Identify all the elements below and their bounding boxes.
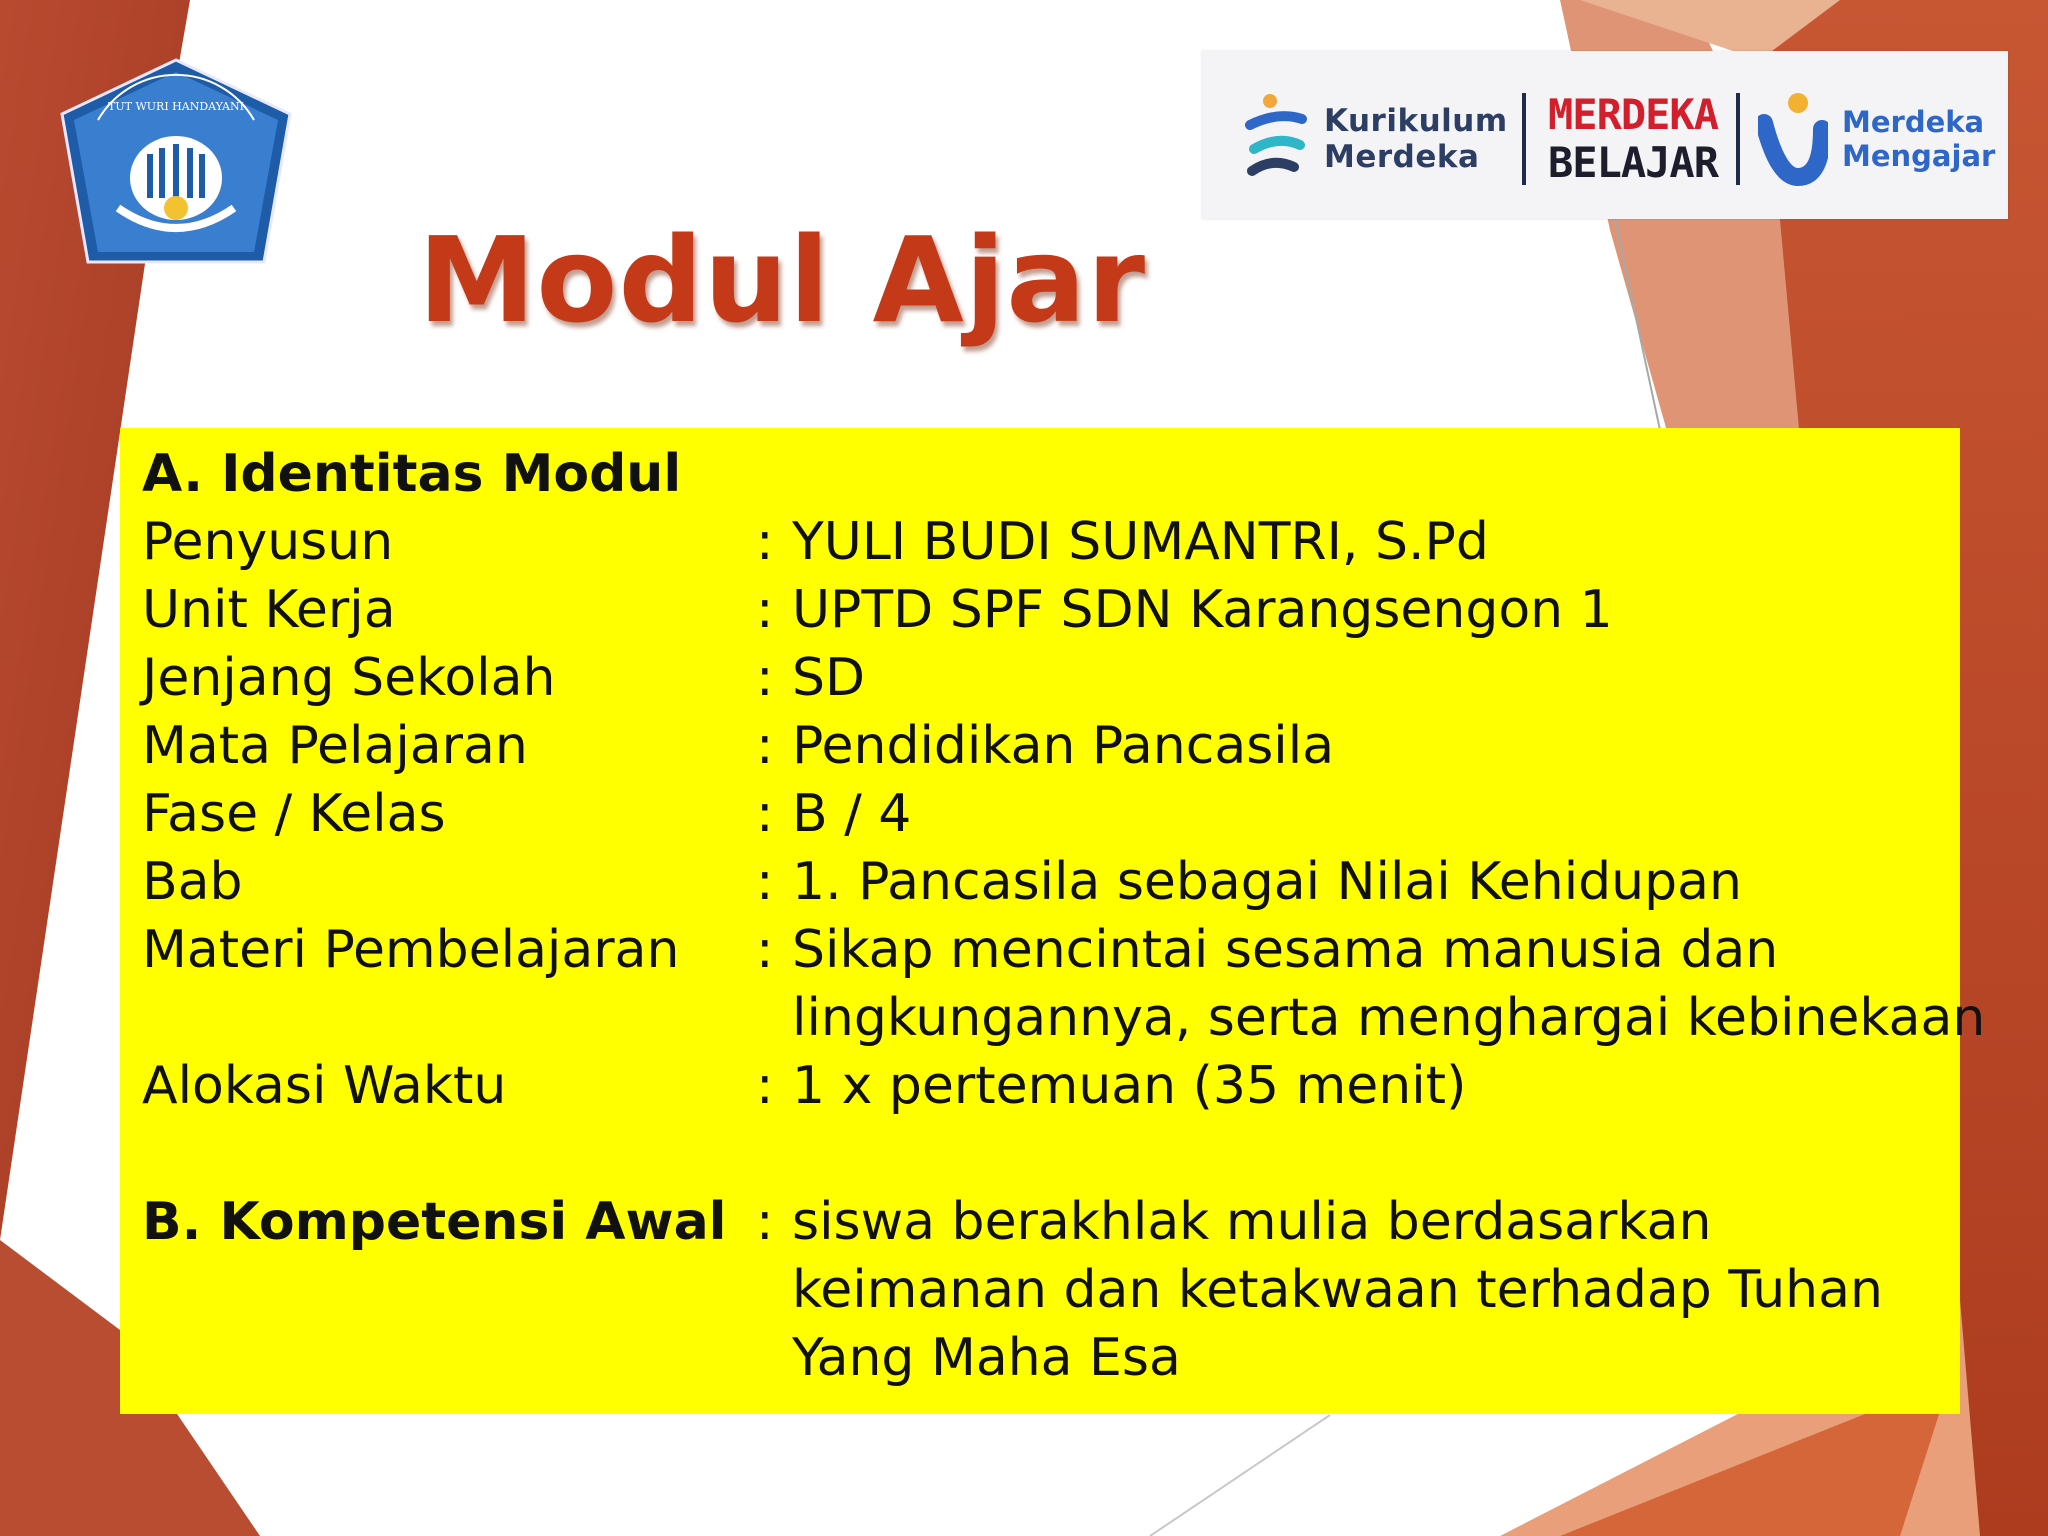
merdeka-mengajar-logo-text	[1842, 105, 1995, 173]
kurikulum-line: Kurikulum	[1324, 103, 1508, 139]
row-value: 1. Pancasila sebagai Nilai Kehidupan	[792, 852, 1742, 912]
tut-wuri-handayani-emblem-icon	[58, 58, 294, 264]
merdeka-line: Merdeka	[1842, 105, 1985, 139]
kurikulum-merdeka-logo-icon	[1242, 91, 1312, 181]
row-value: Pendidikan Pancasila	[792, 716, 1335, 776]
row-value: YULI BUDI SUMANTRI, S.Pd	[792, 512, 1489, 572]
row-label: Fase / Kelas	[142, 784, 446, 844]
row-colon: :	[756, 852, 774, 912]
row-label: Alokasi Waktu	[142, 1056, 507, 1116]
row-label: Materi Pembelajaran	[142, 920, 680, 980]
row-colon: :	[756, 580, 774, 640]
banner-divider	[1736, 93, 1740, 185]
thin-gray-line-bottom	[1150, 1415, 1330, 1536]
row-colon: :	[756, 512, 774, 572]
section-b-heading: B. Kompetensi Awal	[142, 1192, 727, 1252]
mengajar-line: Mengajar	[1842, 139, 1996, 173]
row-colon: :	[756, 1056, 774, 1116]
row-colon: :	[756, 1192, 774, 1252]
row-value: B / 4	[792, 784, 912, 844]
belajar-word: BELAJAR	[1548, 138, 1719, 187]
row-label: Jenjang Sekolah	[142, 648, 556, 708]
kompetensi-line: siswa berakhlak mulia berdasarkan	[792, 1192, 1712, 1252]
row-label: Bab	[142, 852, 243, 912]
merdeka-word: MERDEKA	[1548, 90, 1719, 139]
kurikulum-merdeka-logo-text	[1324, 103, 1508, 175]
row-label: Unit Kerja	[142, 580, 396, 640]
row-colon: :	[756, 648, 774, 708]
row-value: SD	[792, 648, 866, 708]
svg-text:TUT WURI HANDAYANI: TUT WURI HANDAYANI	[108, 100, 244, 113]
row-label: Mata Pelajaran	[142, 716, 528, 776]
merdeka-mengajar-logo-icon	[1758, 89, 1828, 189]
row-label: Penyusun	[142, 512, 394, 572]
merdeka-line: Merdeka	[1324, 139, 1480, 175]
merdeka-belajar-logo-text	[1548, 91, 1718, 187]
kompetensi-line: keimanan dan ketakwaan terhadap Tuhan	[792, 1260, 1883, 1320]
row-colon: :	[756, 784, 774, 844]
row-value: 1 x pertemuan (35 menit)	[792, 1056, 1467, 1116]
kompetensi-line: Yang Maha Esa	[792, 1328, 1181, 1388]
row-colon: :	[756, 716, 774, 776]
kurikulum-merdeka-banner	[1202, 51, 2008, 219]
row-value: UPTD SPF SDN Karangsengon 1	[792, 580, 1613, 640]
section-a-heading: A. Identitas Modul	[142, 444, 682, 504]
banner-divider	[1522, 93, 1526, 185]
page-title: Modul Ajar	[418, 211, 1147, 349]
row-value-continuation: lingkungannya, serta menghargai kebinekaan	[792, 988, 1986, 1048]
row-value: Sikap mencintai sesama manusia dan	[792, 920, 1779, 980]
row-colon: :	[756, 920, 774, 980]
module-identity-panel	[120, 428, 1986, 1414]
